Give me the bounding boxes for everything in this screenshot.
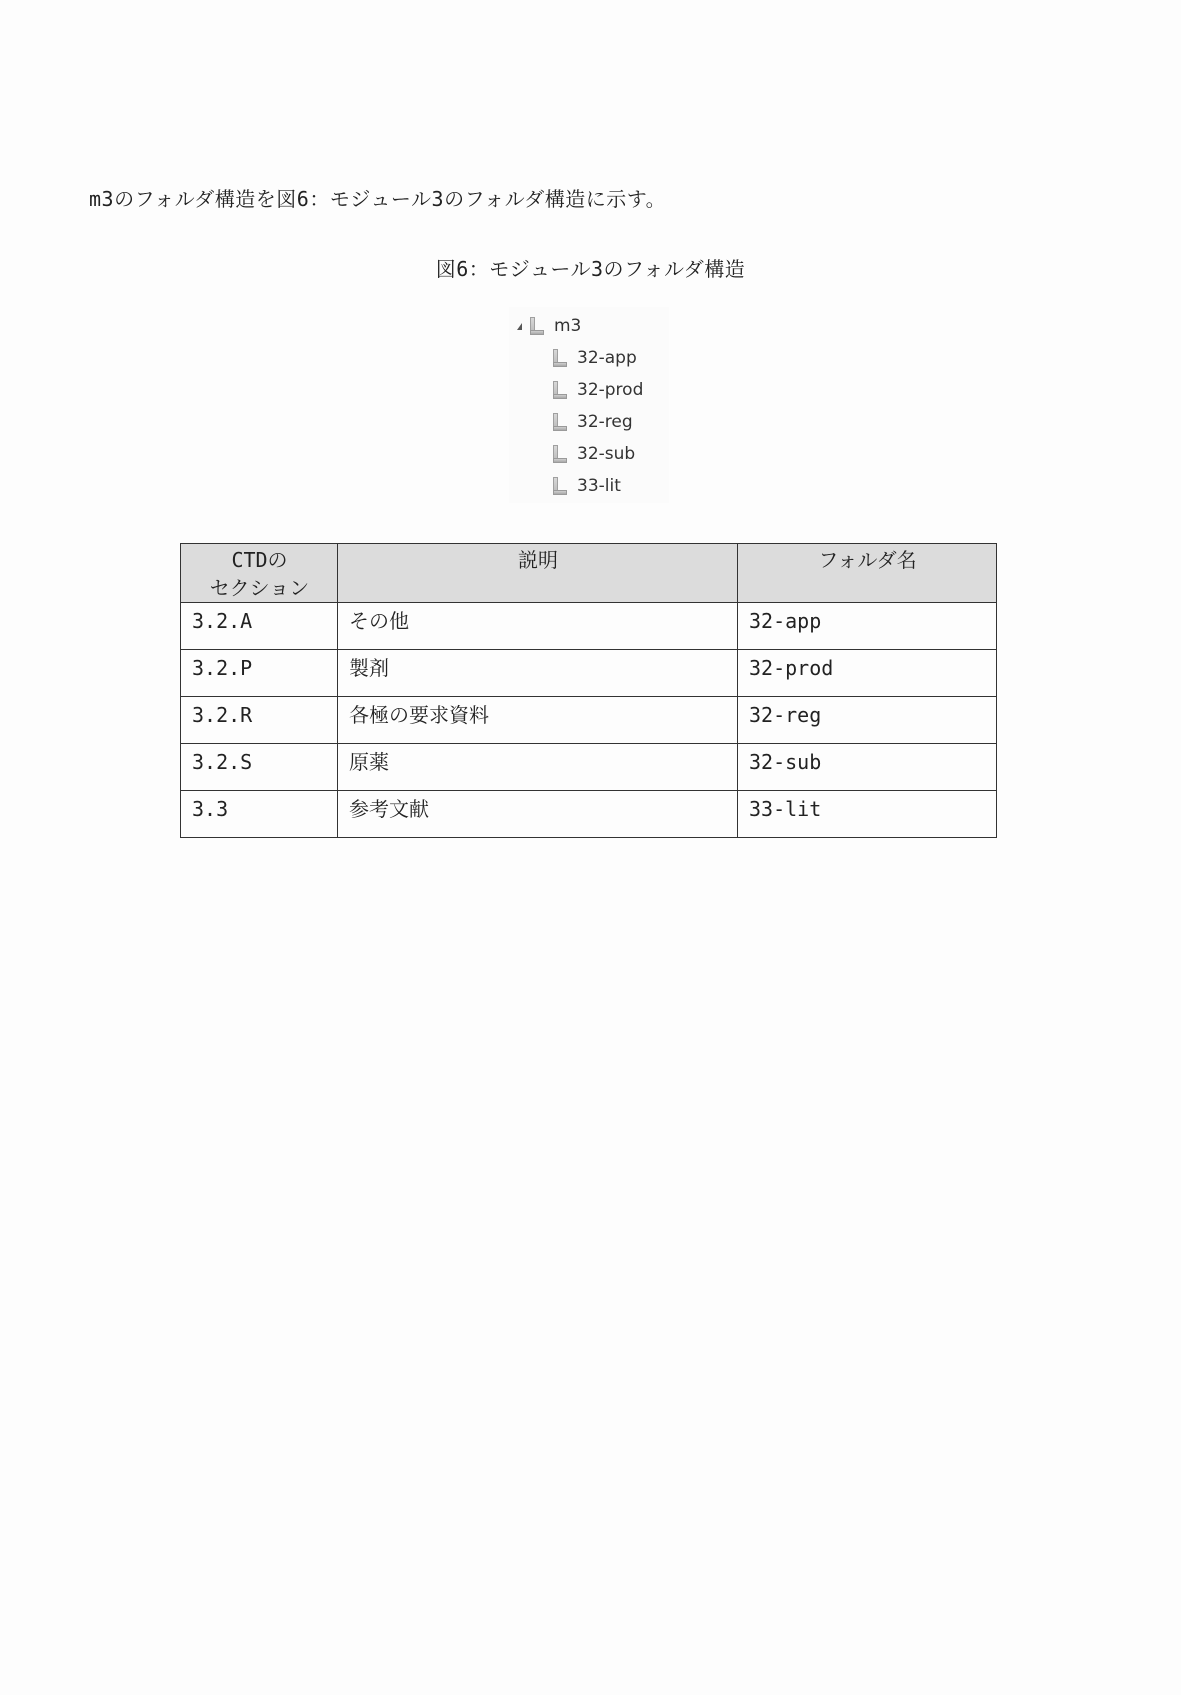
header-section-line1: CTDの <box>231 548 288 572</box>
intro-paragraph: m3のフォルダ構造を図6：モジュール3のフォルダ構造に示す。 <box>89 187 667 211</box>
folder-icon <box>551 477 567 495</box>
cell-section: 3.3 <box>181 791 338 838</box>
expand-triangle-icon <box>517 323 522 330</box>
cell-folder: 32-prod <box>738 650 997 697</box>
cell-description: その他 <box>338 603 738 650</box>
header-description: 説明 <box>338 544 738 603</box>
folder-icon <box>551 413 567 431</box>
tree-child-label: 32-reg <box>577 412 633 432</box>
cell-section: 3.2.P <box>181 650 338 697</box>
tree-root-label: m3 <box>554 316 582 336</box>
tree-child-node <box>551 441 635 467</box>
cell-description: 参考文献 <box>338 791 738 838</box>
figure-caption: 図6：モジュール3のフォルダ構造 <box>435 257 746 281</box>
tree-child-node <box>551 345 637 371</box>
folder-icon <box>551 445 567 463</box>
cell-description: 原薬 <box>338 744 738 791</box>
table-row <box>181 650 997 697</box>
cell-description: 製剤 <box>338 650 738 697</box>
cell-section: 3.2.S <box>181 744 338 791</box>
cell-folder: 33-lit <box>738 791 997 838</box>
tree-child-label: 32-sub <box>577 444 636 464</box>
ctd-folder-table <box>180 543 997 838</box>
header-section <box>181 544 338 603</box>
tree-child-label: 32-prod <box>577 380 644 400</box>
tree-child-label: 33-lit <box>577 476 621 496</box>
cell-folder: 32-reg <box>738 697 997 744</box>
folder-icon <box>528 317 544 335</box>
folder-tree-figure <box>509 307 669 503</box>
header-section-line2: セクション <box>209 576 310 600</box>
tree-child-node <box>551 473 621 499</box>
tree-child-label: 32-app <box>577 348 637 368</box>
tree-child-node <box>551 409 633 435</box>
table-row <box>181 744 997 791</box>
cell-section: 3.2.A <box>181 603 338 650</box>
folder-icon <box>551 381 567 399</box>
table-row <box>181 791 997 838</box>
header-folder: フォルダ名 <box>738 544 997 603</box>
cell-folder: 32-sub <box>738 744 997 791</box>
table-row <box>181 697 997 744</box>
tree-child-node <box>551 377 643 403</box>
tree-root-node <box>517 313 581 339</box>
table-row <box>181 603 997 650</box>
cell-description: 各極の要求資料 <box>338 697 738 744</box>
cell-folder: 32-app <box>738 603 997 650</box>
folder-icon <box>551 349 567 367</box>
cell-section: 3.2.R <box>181 697 338 744</box>
table-header-row <box>181 544 997 603</box>
